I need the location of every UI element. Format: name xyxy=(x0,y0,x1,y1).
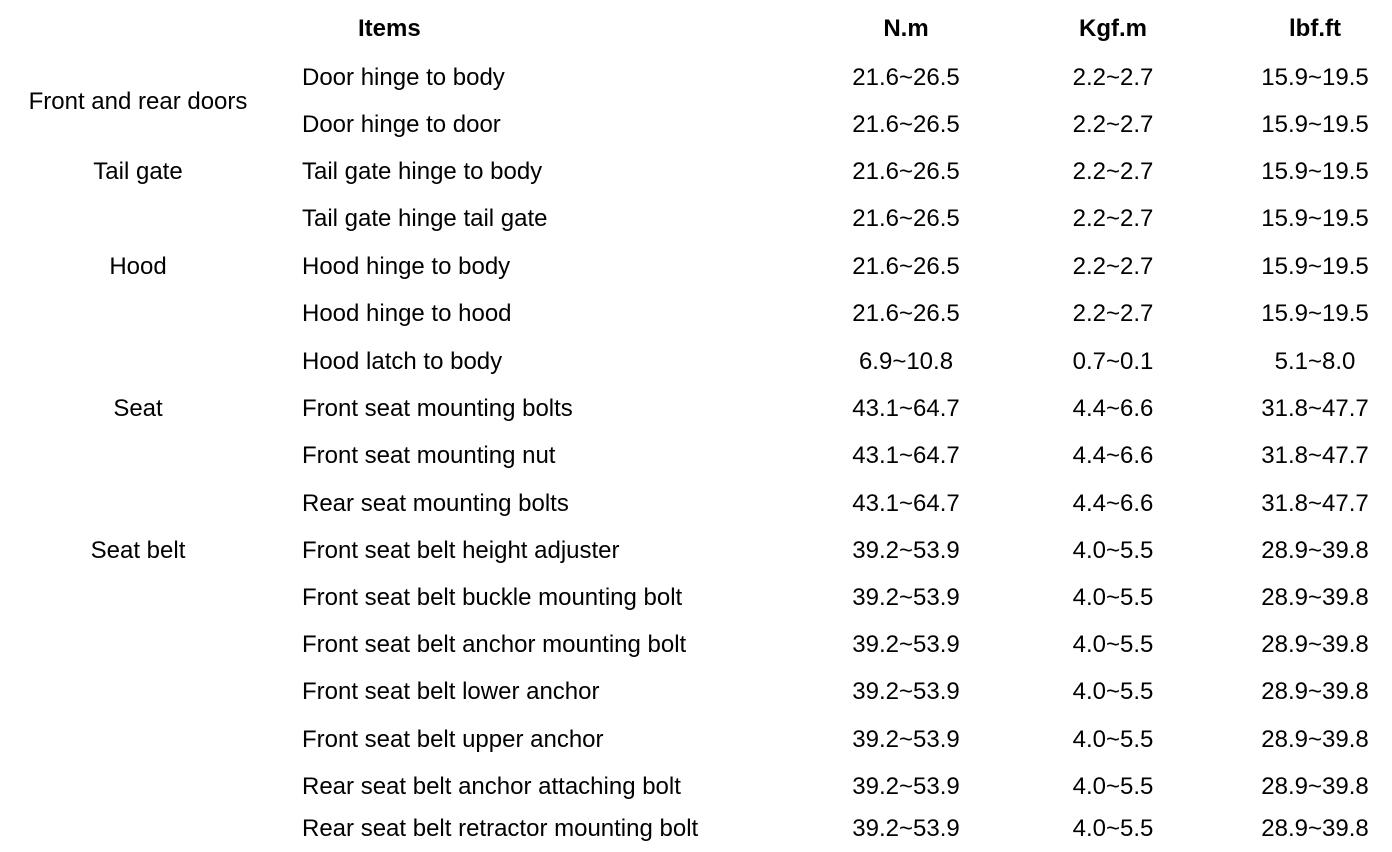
row-nm: 39.2~53.9 xyxy=(852,815,960,842)
row-lbf: 15.9~19.5 xyxy=(1261,111,1369,138)
row-kgf: 4.0~5.5 xyxy=(1072,773,1154,800)
table-row xyxy=(0,621,1392,668)
row-kgf: 4.4~6.6 xyxy=(1072,490,1154,517)
row-nm: 39.2~53.9 xyxy=(852,773,960,800)
row-item: Hood hinge to body xyxy=(302,253,511,280)
row-nm: 21.6~26.5 xyxy=(852,111,960,138)
row-lbf: 15.9~19.5 xyxy=(1261,64,1369,91)
row-nm: 21.6~26.5 xyxy=(852,64,960,91)
row-kgf: 4.0~5.5 xyxy=(1072,678,1154,705)
row-lbf: 15.9~19.5 xyxy=(1261,205,1369,232)
table-row xyxy=(0,385,1392,432)
row-kgf: 2.2~2.7 xyxy=(1072,300,1154,327)
row-item: Rear seat belt anchor attaching bolt xyxy=(302,773,681,800)
header-items: Items xyxy=(358,15,421,42)
table-row xyxy=(0,480,1392,527)
row-lbf: 28.9~39.8 xyxy=(1261,726,1369,753)
row-kgf: 2.2~2.7 xyxy=(1072,205,1154,232)
table-row xyxy=(0,148,1392,195)
table-header-row xyxy=(0,6,1392,52)
row-nm: 43.1~64.7 xyxy=(852,395,960,422)
row-lbf: 31.8~47.7 xyxy=(1261,490,1369,517)
table-row xyxy=(0,338,1392,385)
row-kgf: 2.2~2.7 xyxy=(1072,158,1154,185)
group-label-seat: Seat xyxy=(113,395,163,422)
row-nm: 6.9~10.8 xyxy=(858,348,954,375)
row-kgf: 4.0~5.5 xyxy=(1072,584,1154,611)
table-row xyxy=(0,101,1392,148)
row-kgf: 4.0~5.5 xyxy=(1072,537,1154,564)
table-row xyxy=(0,527,1392,574)
row-nm: 43.1~64.7 xyxy=(852,442,960,469)
row-nm: 21.6~26.5 xyxy=(852,300,960,327)
row-lbf: 28.9~39.8 xyxy=(1261,631,1369,658)
table-row xyxy=(0,243,1392,290)
row-lbf: 5.1~8.0 xyxy=(1274,348,1356,375)
group-label-seat-belt: Seat belt xyxy=(90,537,186,564)
row-kgf: 4.4~6.6 xyxy=(1072,442,1154,469)
table-row xyxy=(0,195,1392,242)
row-kgf: 4.4~6.6 xyxy=(1072,395,1154,422)
row-lbf: 28.9~39.8 xyxy=(1261,815,1369,842)
header-nm: N.m xyxy=(883,15,929,42)
row-lbf: 28.9~39.8 xyxy=(1261,537,1369,564)
header-lbf: lbf.ft xyxy=(1289,15,1341,42)
row-item: Hood latch to body xyxy=(302,348,503,375)
row-lbf: 28.9~39.8 xyxy=(1261,584,1369,611)
row-item: Hood hinge to hood xyxy=(302,300,512,327)
row-lbf: 15.9~19.5 xyxy=(1261,158,1369,185)
row-item: Front seat belt height adjuster xyxy=(302,537,620,564)
row-item: Front seat belt anchor mounting bolt xyxy=(302,631,687,658)
row-lbf: 31.8~47.7 xyxy=(1261,442,1369,469)
row-item: Front seat belt lower anchor xyxy=(302,678,600,705)
row-nm: 21.6~26.5 xyxy=(852,158,960,185)
row-nm: 39.2~53.9 xyxy=(852,631,960,658)
row-item: Front seat belt buckle mounting bolt xyxy=(302,584,683,611)
row-nm: 21.6~26.5 xyxy=(852,205,960,232)
row-lbf: 15.9~19.5 xyxy=(1261,300,1369,327)
row-item: Rear seat belt retractor mounting bolt xyxy=(302,815,699,842)
table-row xyxy=(0,668,1392,715)
row-nm: 39.2~53.9 xyxy=(852,537,960,564)
row-lbf: 15.9~19.5 xyxy=(1261,253,1369,280)
table-row xyxy=(0,763,1392,810)
row-nm: 21.6~26.5 xyxy=(852,253,960,280)
group-label-hood: Hood xyxy=(109,253,167,280)
table-row xyxy=(0,716,1392,763)
row-kgf: 4.0~5.5 xyxy=(1072,815,1154,842)
table-row xyxy=(0,290,1392,337)
row-item: Door hinge to body xyxy=(302,64,505,91)
table-row xyxy=(0,805,1392,852)
row-kgf: 2.2~2.7 xyxy=(1072,253,1154,280)
header-kgf: Kgf.m xyxy=(1079,15,1147,42)
row-kgf: 4.0~5.5 xyxy=(1072,726,1154,753)
row-nm: 43.1~64.7 xyxy=(852,490,960,517)
row-kgf: 0.7~0.1 xyxy=(1072,348,1154,375)
row-lbf: 28.9~39.8 xyxy=(1261,773,1369,800)
row-item: Front seat mounting nut xyxy=(302,442,556,469)
row-item: Tail gate hinge to body xyxy=(302,158,543,185)
row-item: Door hinge to door xyxy=(302,111,501,138)
row-kgf: 2.2~2.7 xyxy=(1072,64,1154,91)
row-kgf: 2.2~2.7 xyxy=(1072,111,1154,138)
row-kgf: 4.0~5.5 xyxy=(1072,631,1154,658)
table-row xyxy=(0,574,1392,621)
group-label-tail-gate: Tail gate xyxy=(93,158,183,185)
row-nm: 39.2~53.9 xyxy=(852,678,960,705)
row-nm: 39.2~53.9 xyxy=(852,584,960,611)
group-label-doors: Front and rear doors xyxy=(28,88,248,115)
row-item: Tail gate hinge tail gate xyxy=(302,205,548,232)
row-item: Front seat mounting bolts xyxy=(302,395,573,422)
table-row xyxy=(0,432,1392,479)
row-item: Front seat belt upper anchor xyxy=(302,726,604,753)
row-item: Rear seat mounting bolts xyxy=(302,490,569,517)
table-row xyxy=(0,54,1392,101)
row-nm: 39.2~53.9 xyxy=(852,726,960,753)
row-lbf: 28.9~39.8 xyxy=(1261,678,1369,705)
row-lbf: 31.8~47.7 xyxy=(1261,395,1369,422)
